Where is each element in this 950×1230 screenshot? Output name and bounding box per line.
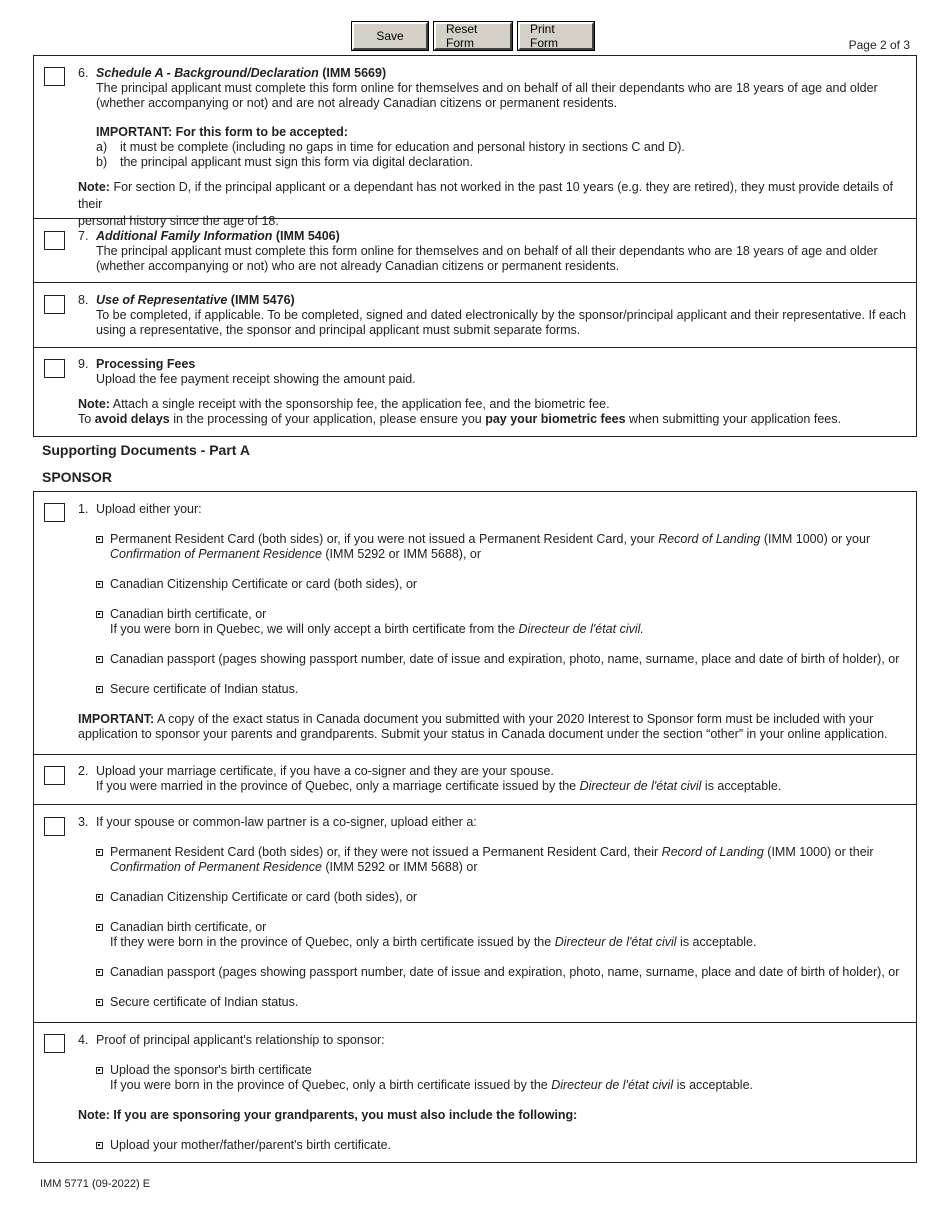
sponsor-item-1 [34,492,916,754]
item-6-line-1: The principal applicant must complete this form online for themselves and on behalf of all their dependants who are 18 years of age and older [96,81,878,95]
bullet-icon [96,969,103,976]
bullet-icon [96,611,103,618]
checklist-item-9 [34,347,916,435]
item-8-title: Use of Representative (IMM 5476) [96,293,295,307]
item-9-note: Note: Attach a single receipt with the sponsorship fee, the application fee, and the biometric fee. [78,397,610,411]
item-6-condition-a: a) it must be complete (including no gaps in time for education and personal history in sections C and D). [96,140,685,154]
checklist-box-forms [33,55,917,437]
item-number: 7. [78,229,89,243]
sponsor-item-2 [34,754,916,804]
list-item: Upload the sponsor's birth certificate If you were born in the province of Quebec, only a birth certificate issued by the Directeur de l'état civil is acceptable. [110,1063,908,1093]
list-item: Canadian passport (pages showing passport number, date of issue and expiration, photo, name, surname, place and date of birth of holder), or [110,652,908,667]
checkbox-item-6[interactable] [44,67,65,86]
sponsor-item-3 [34,804,916,1022]
checklist-item-7 [34,218,916,282]
item-8-line-1: To be completed, if applicable. To be completed, signed and dated electronically by the sponsor/principal applicant and their representative. If each [96,308,906,322]
bullet-icon [96,999,103,1006]
item-7-title: Additional Family Information (IMM 5406) [96,229,340,243]
item-9-line-1: Upload the fee payment receipt showing the amount paid. [96,372,416,386]
item-7-line-1: The principal applicant must complete this form online for themselves and on behalf of all their dependants who are 18 years of age and older [96,244,878,258]
checkbox-sponsor-3[interactable] [44,817,65,836]
bullet-icon [96,894,103,901]
checklist-item-8 [34,282,916,347]
item-number: 9. [78,357,89,371]
list-item: Permanent Resident Card (both sides) or, if they were not issued a Permanent Resident Card, their Record of Landing (IMM 1000) or their Confirmation of Permanent Residence (IMM 5292 or IMM 5688) or [110,845,908,875]
item-number: 8. [78,293,89,307]
sponsor-2-line-1: Upload your marriage certificate, if you have a co-signer and they are your spouse. [96,764,554,778]
checklist-item-6 [34,56,916,228]
list-item: Upload your mother/father/parent's birth certificate. [110,1138,908,1153]
checklist-box-sponsor [33,491,917,1163]
sponsor-heading: SPONSOR [42,469,113,485]
item-number: 3. [78,815,89,829]
checkbox-item-7[interactable] [44,231,65,250]
checkbox-sponsor-4[interactable] [44,1034,65,1053]
list-item: Secure certificate of Indian status. [110,682,908,697]
bullet-icon [96,924,103,931]
bullet-icon [96,1142,103,1149]
checkbox-item-8[interactable] [44,295,65,314]
item-7-line-2: (whether accompanying or not) who are not already Canadian citizens or permanent residents. [96,259,620,273]
bullet-icon [96,536,103,543]
page-number: Page 2 of 3 [848,38,910,52]
item-number: 2. [78,764,89,778]
checkbox-sponsor-1[interactable] [44,503,65,522]
bullet-icon [96,686,103,693]
save-button[interactable]: Save [352,22,428,50]
sponsor-4-intro: Proof of principal applicant's relationship to sponsor: [96,1033,385,1047]
item-9-note-2: To avoid delays in the processing of your application, please ensure you pay your biometric fees when submitting your application fees. [78,412,841,426]
list-item: Permanent Resident Card (both sides) or, if you were not issued a Permanent Resident Card, your Record of Landing (IMM 1000) or your Confirmation of Permanent Residence (IMM 5292 or IMM 5688), or [110,532,908,562]
sponsor-1-intro: Upload either your: [96,502,202,516]
item-8-line-2: using a representative, the sponsor and principal applicant must submit separate forms. [96,323,581,337]
item-6-line-2: (whether accompanying or not) and are not already Canadian citizens or permanent residents. [96,96,618,110]
list-item: Secure certificate of Indian status. [110,995,908,1010]
reset-form-button[interactable]: Reset Form [434,22,512,50]
list-item: Canadian Citizenship Certificate or card (both sides), or [110,890,908,905]
checkbox-sponsor-2[interactable] [44,766,65,785]
list-item: Canadian birth certificate, or If they were born in the province of Quebec, only a birth certificate issued by the Directeur de l'état civil is acceptable. [110,920,908,950]
list-item: Canadian passport (pages showing passport number, date of issue and expiration, photo, name, surname, place and date of birth of holder), or [110,965,908,980]
checkbox-item-9[interactable] [44,359,65,378]
bullet-icon [96,581,103,588]
item-6-condition-b: b) the principal applicant must sign this form via digital declaration. [96,155,473,169]
list-item: Canadian birth certificate, or If you were born in Quebec, we will only accept a birth certificate from the Directeur de l'état civil. [110,607,908,637]
item-9-title: Processing Fees [96,357,196,371]
sponsor-3-intro: If your spouse or common-law partner is a co-signer, upload either a: [96,815,477,829]
sponsor-1-important: IMPORTANT: A copy of the exact status in Canada document you submitted with your 2020 Interest to Sponsor form must be included with your application to sponsor your parents and grandparents. Submit your status in Canada document under the section “other” in your online application. [78,712,888,741]
item-6-title: Schedule A - Background/Declaration (IMM 5669) [96,66,387,80]
bullet-icon [96,849,103,856]
form-toolbar [352,22,594,50]
item-6-important: IMPORTANT: For this form to be accepted: [96,125,348,139]
item-6-note: Note: For section D, if the principal applicant or a dependant has not worked in the past 10 years (e.g. they are retired), they must provide details of their personal history since the age of 18. [78,180,894,228]
sponsor-4-note: Note: If you are sponsoring your grandparents, you must also include the following: [78,1108,578,1122]
sponsor-item-4 [34,1022,916,1161]
list-item: Canadian Citizenship Certificate or card (both sides), or [110,577,908,592]
print-form-button[interactable]: Print Form [518,22,594,50]
item-number: 4. [78,1033,89,1047]
item-number: 1. [78,502,89,516]
bullet-icon [96,1067,103,1074]
sponsor-2-line-2: If you were married in the province of Quebec, only a marriage certificate issued by the Directeur de l'état civil is acceptable. [96,779,782,793]
bullet-icon [96,656,103,663]
item-number: 6. [78,66,89,80]
form-code-footer: IMM 5771 (09-2022) E [40,1178,151,1190]
section-heading: Supporting Documents - Part A [42,442,250,458]
